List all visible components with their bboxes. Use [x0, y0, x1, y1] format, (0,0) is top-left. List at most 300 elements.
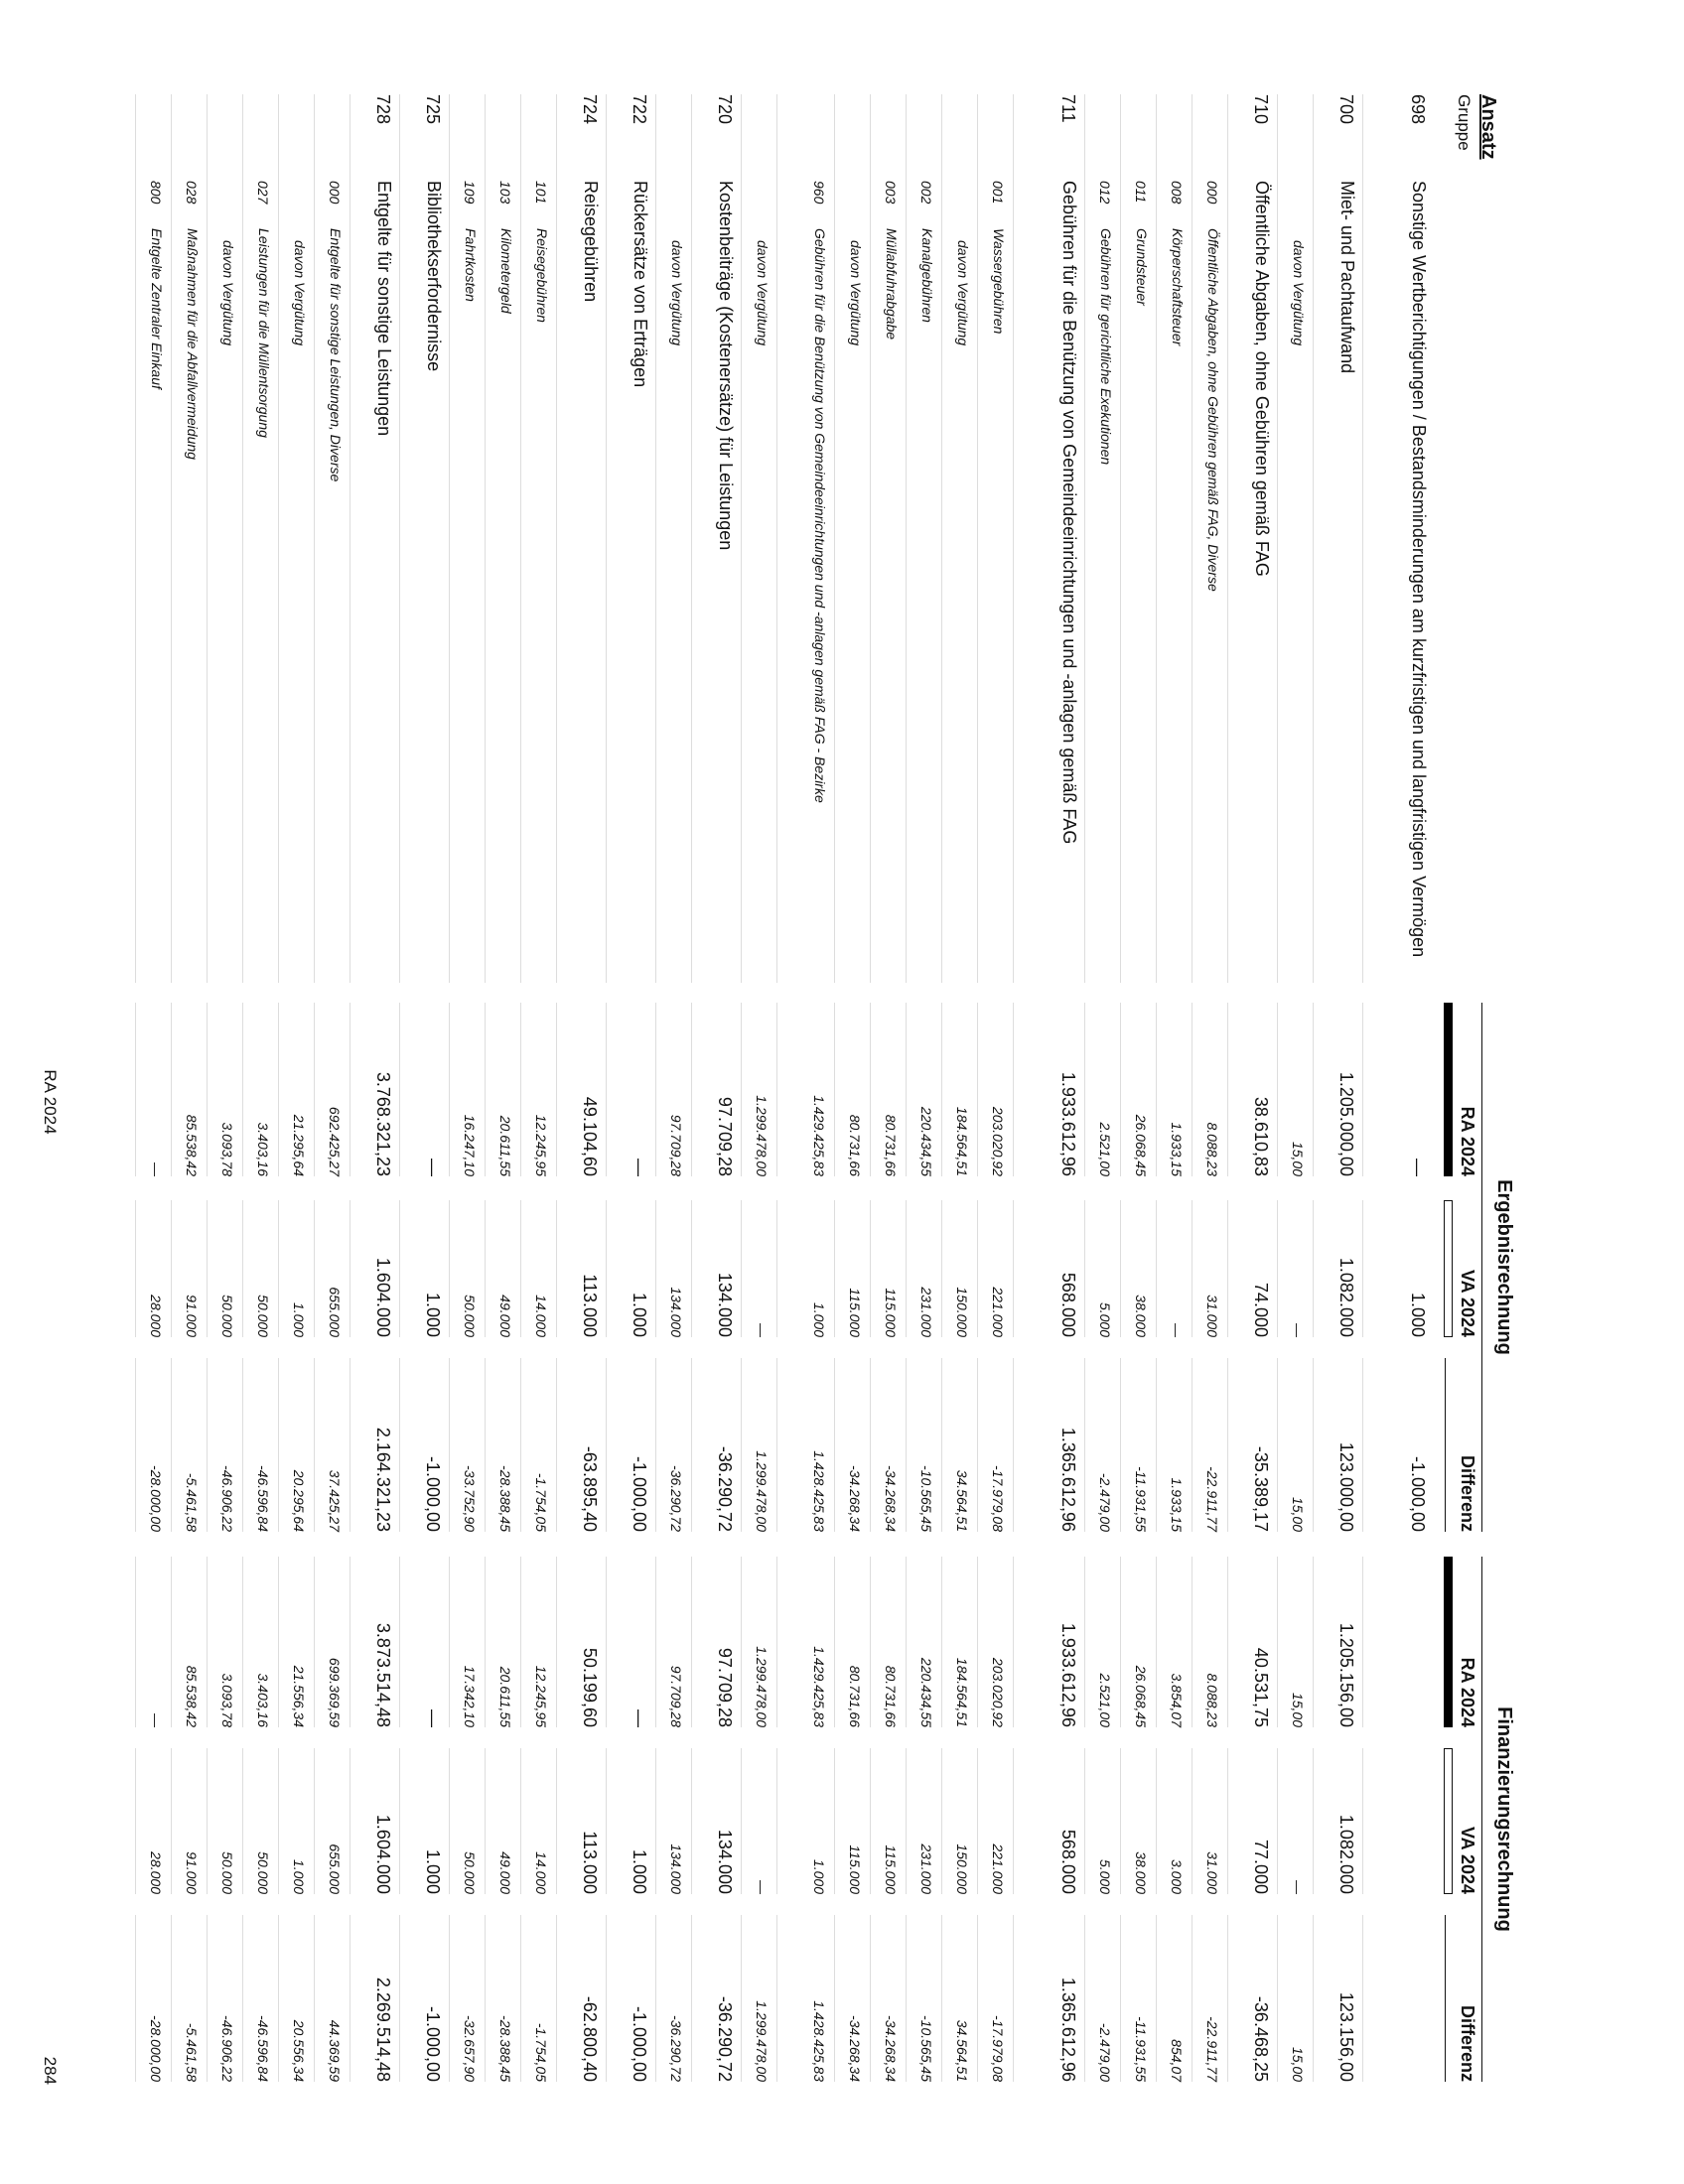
- gruppe-number: [941, 94, 977, 181]
- row-label-cell: [1156, 181, 1192, 983]
- value-erg-ra: —: [1362, 1003, 1434, 1176]
- value-erg-diff: -2.479,00: [1084, 1358, 1120, 1532]
- table-row: [314, 94, 350, 2082]
- value-fin-va: 38.000: [1120, 1748, 1156, 1894]
- table-row: [977, 94, 1013, 2082]
- col-header-fin-va: VA 2024: [1458, 1826, 1477, 1894]
- row-label: Entgelte für sonstige Leistungen: [374, 181, 394, 437]
- row-label-cell: [1313, 181, 1362, 983]
- value-fin-ra: 12.245,95: [520, 1557, 556, 1727]
- value-erg-diff: -11.931,55: [1120, 1358, 1156, 1532]
- value-fin-ra: 40.531,75: [1227, 1557, 1277, 1727]
- row-label-cell: [135, 181, 171, 983]
- value-erg-diff: -33.752,90: [449, 1358, 485, 1532]
- row-label-cell: [314, 181, 350, 983]
- table-row: [1013, 94, 1084, 2082]
- value-fin-diff: -28.000,00: [135, 1915, 171, 2082]
- value-erg-diff: -28.388,45: [485, 1358, 520, 1532]
- value-fin-va: 1.000: [399, 1748, 449, 1894]
- row-label: Rückersätze von Erträgen: [631, 181, 650, 388]
- ansatz-code: 012: [1097, 181, 1113, 205]
- value-erg-diff: -46.596,84: [242, 1358, 278, 1532]
- value-erg-diff: 2.164.321,23: [350, 1358, 399, 1532]
- gruppe-number: 711: [1013, 94, 1084, 181]
- gruppe-number: [242, 94, 278, 181]
- value-erg-ra: 203.020,92: [977, 1003, 1013, 1176]
- value-fin-va: 5.000: [1084, 1748, 1120, 1894]
- value-fin-va: 115.000: [834, 1748, 870, 1894]
- row-label: Reisegebühren: [534, 228, 550, 323]
- row-label-cell: [977, 181, 1013, 983]
- value-fin-va: 50.000: [242, 1748, 278, 1894]
- table-row: [350, 94, 399, 2082]
- row-label: Wassergebühren: [991, 228, 1007, 335]
- ansatz-code: 027: [255, 181, 271, 205]
- value-erg-ra: —: [135, 1003, 171, 1176]
- value-erg-ra: 1.933,15: [1156, 1003, 1192, 1176]
- table-row: [520, 94, 556, 2082]
- value-erg-va: 655.000: [314, 1200, 350, 1337]
- gruppe-number: [485, 94, 520, 181]
- value-erg-ra: 21.295,64: [278, 1003, 314, 1176]
- value-fin-va: —: [741, 1748, 776, 1894]
- row-label-cell: [870, 181, 906, 983]
- value-fin-diff: -36.290,72: [691, 1915, 741, 2082]
- value-erg-va: 31.000: [1192, 1200, 1227, 1337]
- gruppe-number: [776, 94, 834, 181]
- row-label: Sonstige Wertberichtigungen / Bestandsminderungen am kurzfristigen und langfristigen Vermögen: [1409, 181, 1429, 958]
- gruppe-number: 725: [399, 94, 449, 181]
- value-erg-ra: 8.088,23: [1192, 1003, 1227, 1176]
- value-fin-diff: 1.299.478,00: [741, 1915, 776, 2082]
- value-fin-diff: -28.388,45: [485, 1915, 520, 2082]
- value-erg-va: 1.000: [776, 1200, 834, 1337]
- ansatz-code: 109: [462, 181, 478, 205]
- value-erg-va: 14.000: [520, 1200, 556, 1337]
- gruppe-number: [1156, 94, 1192, 181]
- value-fin-ra: —: [399, 1557, 449, 1727]
- value-fin-va: 134.000: [691, 1748, 741, 1894]
- table-row: [1084, 94, 1120, 2082]
- value-erg-diff: 123.000,00: [1313, 1358, 1362, 1532]
- row-label-cell: [776, 181, 834, 983]
- table-row: [1277, 94, 1313, 2082]
- value-erg-diff: 15,00: [1277, 1358, 1313, 1532]
- value-fin-ra: 1.299.478,00: [741, 1557, 776, 1727]
- value-fin-va: 221.000: [977, 1748, 1013, 1894]
- value-erg-ra: 1.933.612,96: [1013, 1003, 1084, 1176]
- value-fin-ra: 3.093,78: [207, 1557, 242, 1727]
- value-fin-va: 134.000: [655, 1748, 691, 1894]
- row-label: davon Vergütung: [1291, 240, 1307, 346]
- finanzierungsrechnung-divider: [1481, 1557, 1482, 2082]
- value-erg-va: —: [1156, 1200, 1192, 1337]
- ansatz-code: 008: [1169, 181, 1185, 205]
- budget-table: [135, 94, 1434, 2082]
- row-label: davon Vergütung: [848, 240, 864, 346]
- value-erg-ra: 38.610,83: [1227, 1003, 1277, 1176]
- row-label-cell: [171, 181, 207, 983]
- value-fin-va: 1.000: [606, 1748, 655, 1894]
- col-bar-erg-diff: [1445, 1358, 1446, 1532]
- value-erg-ra: 20.611,55: [485, 1003, 520, 1176]
- row-label: Öffentliche Abgaben, ohne Gebühren gemäß FAG: [1252, 181, 1272, 577]
- gruppe-number: 710: [1227, 94, 1277, 181]
- value-fin-va: 3.000: [1156, 1748, 1192, 1894]
- gruppe-number: [834, 94, 870, 181]
- value-fin-va: 1.082.000: [1313, 1748, 1362, 1894]
- row-label-cell: [1277, 181, 1313, 983]
- value-erg-va: 221.000: [977, 1200, 1013, 1337]
- gruppe-number: [1277, 94, 1313, 181]
- row-label: Öffentliche Abgaben, ohne Gebühren gemäß FAG, Diverse: [1205, 228, 1221, 592]
- table-row: [556, 94, 606, 2082]
- col-bar-erg-ra: [1444, 1003, 1453, 1176]
- value-fin-ra: 85.538,42: [171, 1557, 207, 1727]
- value-fin-ra: 17.342,10: [449, 1557, 485, 1727]
- row-label-cell: [1084, 181, 1120, 983]
- value-erg-diff: -1.000,00: [1362, 1358, 1434, 1532]
- value-fin-diff: -11.931,55: [1120, 1915, 1156, 2082]
- table-row: [834, 94, 870, 2082]
- row-label: davon Vergütung: [955, 240, 971, 346]
- table-row: [691, 94, 741, 2082]
- col-bar-fin-diff: [1445, 1915, 1446, 2082]
- value-fin-va: 231.000: [906, 1748, 941, 1894]
- value-fin-diff: -46.596,84: [242, 1915, 278, 2082]
- value-fin-diff: 34.564,51: [941, 1915, 977, 2082]
- row-label: Kilometergeld: [498, 228, 514, 314]
- value-erg-va: 1.000: [606, 1200, 655, 1337]
- row-label: davon Vergütung: [292, 240, 308, 346]
- col-header-fin-diff: Differenz: [1458, 2004, 1477, 2082]
- value-erg-ra: 97.709,28: [655, 1003, 691, 1176]
- value-fin-diff: -36.290,72: [655, 1915, 691, 2082]
- table-row: [1227, 94, 1277, 2082]
- value-fin-va: [1362, 1748, 1434, 1894]
- value-erg-va: 1.000: [399, 1200, 449, 1337]
- table-row: [1313, 94, 1362, 2082]
- value-erg-ra: 3.768.321,23: [350, 1003, 399, 1176]
- ansatz-code: 001: [990, 181, 1006, 205]
- value-fin-diff: 1.365.612,96: [1013, 1915, 1084, 2082]
- gruppe-number: [741, 94, 776, 181]
- row-label: Gebühren für die Benützung von Gemeindeeinrichtungen und -anlagen gemäß FAG - Bezirke: [812, 228, 828, 803]
- gruppe-number: [520, 94, 556, 181]
- col-bar-fin-va: [1444, 1748, 1453, 1894]
- value-fin-diff: -36.468,25: [1227, 1915, 1277, 2082]
- table-row: [655, 94, 691, 2082]
- row-label: Entgelte Zentraler Einkauf: [149, 228, 165, 389]
- row-label: Fahrtkosten: [463, 228, 479, 302]
- ansatz-code: 000: [1204, 181, 1220, 205]
- col-bar-fin-ra: [1444, 1557, 1453, 1727]
- row-label: Reisegebühren: [581, 181, 601, 303]
- ergebnisrechnung-divider: [1481, 1003, 1482, 1532]
- value-fin-diff: 15,00: [1277, 1915, 1313, 2082]
- value-erg-diff: -17.979,08: [977, 1358, 1013, 1532]
- value-erg-ra: 12.245,95: [520, 1003, 556, 1176]
- value-fin-ra: 1.933.612,96: [1013, 1557, 1084, 1727]
- value-erg-ra: 3.093,78: [207, 1003, 242, 1176]
- table-row: [1362, 94, 1434, 2082]
- page-number: 284: [41, 2056, 60, 2085]
- value-erg-diff: -46.906,22: [207, 1358, 242, 1532]
- value-fin-va: 150.000: [941, 1748, 977, 1894]
- gruppe-number: 724: [556, 94, 606, 181]
- value-erg-diff: 1.365.612,96: [1013, 1358, 1084, 1532]
- value-erg-va: 115.000: [870, 1200, 906, 1337]
- gruppe-number: 698: [1362, 94, 1434, 181]
- value-fin-va: 50.000: [449, 1748, 485, 1894]
- value-fin-diff: -10.565,45: [906, 1915, 941, 2082]
- gruppe-number: [135, 94, 171, 181]
- row-label-cell: [556, 181, 606, 983]
- value-erg-va: 115.000: [834, 1200, 870, 1337]
- row-label-cell: [906, 181, 941, 983]
- row-label-cell: [606, 181, 655, 983]
- value-fin-va: 77.000: [1227, 1748, 1277, 1894]
- value-erg-diff: -10.565,45: [906, 1358, 941, 1532]
- value-erg-ra: 15,00: [1277, 1003, 1313, 1176]
- row-label-cell: [1013, 181, 1084, 983]
- row-label: Gebühren für gerichtliche Exekutionen: [1098, 228, 1114, 466]
- table-row: [485, 94, 520, 2082]
- gruppe-number: [171, 94, 207, 181]
- gruppe-number: [655, 94, 691, 181]
- finanzierungsrechnung-title: Finanzierungsrechnung: [1493, 1706, 1515, 1932]
- value-erg-diff: 34.564,51: [941, 1358, 977, 1532]
- value-fin-ra: 3.854,07: [1156, 1557, 1192, 1727]
- row-label: Kostenbeiträge (Kostenersätze) für Leistungen: [716, 181, 736, 551]
- value-fin-ra: 3.403,16: [242, 1557, 278, 1727]
- value-fin-diff: -32.657,90: [449, 1915, 485, 2082]
- gruppe-number: [207, 94, 242, 181]
- value-erg-ra: 2.521,00: [1084, 1003, 1120, 1176]
- row-label: Miet- und Pachtaufwand: [1337, 181, 1357, 374]
- value-fin-va: —: [1277, 1748, 1313, 1894]
- value-fin-ra: 8.088,23: [1192, 1557, 1227, 1727]
- value-fin-va: 49.000: [485, 1748, 520, 1894]
- value-fin-va: 1.000: [278, 1748, 314, 1894]
- gruppe-number: [314, 94, 350, 181]
- row-label: Grundsteuer: [1134, 228, 1150, 306]
- ansatz-code: 028: [184, 181, 200, 205]
- value-fin-va: 91.000: [171, 1748, 207, 1894]
- table-row: [741, 94, 776, 2082]
- value-erg-va: 1.082.000: [1313, 1200, 1362, 1337]
- value-erg-diff: -36.290,72: [655, 1358, 691, 1532]
- value-erg-va: 74.000: [1227, 1200, 1277, 1337]
- value-erg-ra: 16.247,10: [449, 1003, 485, 1176]
- row-label-cell: [520, 181, 556, 983]
- value-fin-ra: 15,00: [1277, 1557, 1313, 1727]
- value-erg-ra: 1.205.000,00: [1313, 1003, 1362, 1176]
- value-fin-diff: -34.268,34: [834, 1915, 870, 2082]
- table-row: [399, 94, 449, 2082]
- row-label: Maßnahmen für die Abfallvermeidung: [185, 228, 201, 460]
- ansatz-code: 103: [497, 181, 513, 205]
- value-erg-ra: 184.564,51: [941, 1003, 977, 1176]
- table-row: [449, 94, 485, 2082]
- row-label-cell: [1362, 181, 1434, 983]
- row-label: Bibliothekserfordernisse: [424, 181, 444, 372]
- ansatz-code: 002: [918, 181, 934, 205]
- gruppe-number: [906, 94, 941, 181]
- footer-label: RA 2024: [41, 1069, 60, 1135]
- value-erg-diff: -1.754,05: [520, 1358, 556, 1532]
- row-label-cell: [399, 181, 449, 983]
- value-erg-va: 1.000: [278, 1200, 314, 1337]
- value-fin-ra: 20.611,55: [485, 1557, 520, 1727]
- table-row: [870, 94, 906, 2082]
- col-header-erg-va: VA 2024: [1458, 1269, 1477, 1337]
- gruppe-number: 700: [1313, 94, 1362, 181]
- table-row: [941, 94, 977, 2082]
- value-erg-va: 38.000: [1120, 1200, 1156, 1337]
- row-label-cell: [941, 181, 977, 983]
- row-label: davon Vergütung: [669, 240, 685, 346]
- value-fin-diff: -22.911,77: [1192, 1915, 1227, 2082]
- value-fin-ra: 699.369,59: [314, 1557, 350, 1727]
- value-fin-diff: -1.000,00: [399, 1915, 449, 2082]
- value-erg-ra: 85.538,42: [171, 1003, 207, 1176]
- value-fin-ra: [1362, 1557, 1434, 1727]
- row-label-cell: [242, 181, 278, 983]
- value-fin-diff: 123.156,00: [1313, 1915, 1362, 2082]
- value-erg-va: 134.000: [691, 1200, 741, 1337]
- value-fin-diff: -1.754,05: [520, 1915, 556, 2082]
- gruppe-number: 720: [691, 94, 741, 181]
- ansatz-code: 000: [327, 181, 343, 205]
- value-fin-diff: -34.268,34: [870, 1915, 906, 2082]
- value-erg-ra: 80.731,66: [870, 1003, 906, 1176]
- table-row: [1192, 94, 1227, 2082]
- row-label-cell: [278, 181, 314, 983]
- value-erg-ra: 1.299.478,00: [741, 1003, 776, 1176]
- row-label-cell: [350, 181, 399, 983]
- value-erg-va: 134.000: [655, 1200, 691, 1337]
- value-erg-va: 1.604.000: [350, 1200, 399, 1337]
- value-fin-ra: 3.873.514,48: [350, 1557, 399, 1727]
- value-erg-diff: -36.290,72: [691, 1358, 741, 1532]
- value-erg-va: 568.000: [1013, 1200, 1084, 1337]
- value-fin-ra: 80.731,66: [834, 1557, 870, 1727]
- value-fin-ra: 97.709,28: [691, 1557, 741, 1727]
- table-row: [207, 94, 242, 2082]
- value-fin-ra: 220.434,55: [906, 1557, 941, 1727]
- col-header-erg-ra: RA 2024: [1458, 1106, 1477, 1176]
- row-label: davon Vergütung: [755, 240, 771, 346]
- row-label-cell: [741, 181, 776, 983]
- table-row: [776, 94, 834, 2082]
- value-fin-va: 1.000: [776, 1748, 834, 1894]
- ansatz-code: 003: [883, 181, 899, 205]
- col-header-erg-diff: Differenz: [1458, 1454, 1477, 1532]
- value-erg-va: 50.000: [207, 1200, 242, 1337]
- ansatz-code: 960: [811, 181, 827, 205]
- value-fin-ra: —: [606, 1557, 655, 1727]
- value-fin-diff: -62.800,40: [556, 1915, 606, 2082]
- row-label-cell: [1227, 181, 1277, 983]
- row-label-cell: [834, 181, 870, 983]
- value-fin-ra: 1.205.156,00: [1313, 1557, 1362, 1727]
- value-fin-va: 1.604.000: [350, 1748, 399, 1894]
- value-erg-va: 50.000: [242, 1200, 278, 1337]
- value-erg-va: 1.000: [1362, 1200, 1434, 1337]
- value-fin-diff: 2.269.514,48: [350, 1915, 399, 2082]
- row-label-cell: [1120, 181, 1156, 983]
- value-fin-diff: 1.428.425,83: [776, 1915, 834, 2082]
- value-erg-diff: -5.461,58: [171, 1358, 207, 1532]
- value-erg-ra: 80.731,66: [834, 1003, 870, 1176]
- row-label-cell: [449, 181, 485, 983]
- value-erg-ra: 26.068,45: [1120, 1003, 1156, 1176]
- value-fin-diff: -2.479,00: [1084, 1915, 1120, 2082]
- value-erg-va: —: [741, 1200, 776, 1337]
- value-fin-ra: 80.731,66: [870, 1557, 906, 1727]
- value-fin-diff: -5.461,58: [171, 1915, 207, 2082]
- value-fin-va: 28.000: [135, 1748, 171, 1894]
- row-label-cell: [691, 181, 741, 983]
- value-erg-va: 113.000: [556, 1200, 606, 1337]
- value-erg-va: —: [1277, 1200, 1313, 1337]
- value-erg-diff: -28.000,00: [135, 1358, 171, 1532]
- value-fin-va: 113.000: [556, 1748, 606, 1894]
- value-erg-va: 49.000: [485, 1200, 520, 1337]
- row-label-cell: [1192, 181, 1227, 983]
- value-erg-diff: -1.000,00: [606, 1358, 655, 1532]
- table-row: [135, 94, 171, 2082]
- gruppe-number: [278, 94, 314, 181]
- value-fin-ra: —: [135, 1557, 171, 1727]
- ansatz-heading: Ansatz: [1477, 94, 1499, 160]
- value-erg-ra: —: [399, 1003, 449, 1176]
- value-fin-ra: 97.709,28: [655, 1557, 691, 1727]
- value-fin-va: 115.000: [870, 1748, 906, 1894]
- value-erg-va: 231.000: [906, 1200, 941, 1337]
- value-erg-diff: 20.295,64: [278, 1358, 314, 1532]
- value-fin-diff: [1362, 1915, 1434, 2082]
- gruppe-heading: Gruppe: [1455, 94, 1474, 151]
- value-fin-diff: 854,07: [1156, 1915, 1192, 2082]
- row-label-cell: [655, 181, 691, 983]
- row-label: Kanalgebühren: [919, 228, 935, 323]
- table-row: [242, 94, 278, 2082]
- value-erg-diff: 1.299.478,00: [741, 1358, 776, 1532]
- col-header-fin-ra: RA 2024: [1458, 1657, 1477, 1727]
- value-fin-ra: 203.020,92: [977, 1557, 1013, 1727]
- table-row: [1156, 94, 1192, 2082]
- value-fin-va: 31.000: [1192, 1748, 1227, 1894]
- gruppe-number: [870, 94, 906, 181]
- row-label: davon Vergütung: [220, 240, 236, 346]
- table-row: [906, 94, 941, 2082]
- ansatz-code: 011: [1133, 181, 1149, 204]
- ergebnisrechnung-title: Ergebnisrechnung: [1493, 1179, 1515, 1355]
- value-erg-diff: 37.425,27: [314, 1358, 350, 1532]
- value-erg-va: 5.000: [1084, 1200, 1120, 1337]
- value-fin-ra: 2.521,00: [1084, 1557, 1120, 1727]
- ansatz-code: 101: [533, 181, 549, 205]
- gruppe-number: [1120, 94, 1156, 181]
- value-fin-ra: 184.564,51: [941, 1557, 977, 1727]
- value-erg-diff: 1.428.425,83: [776, 1358, 834, 1532]
- value-erg-ra: 1.429.425,83: [776, 1003, 834, 1176]
- value-fin-ra: 1.429.425,83: [776, 1557, 834, 1727]
- ansatz-code: 800: [148, 181, 164, 205]
- row-label-cell: [485, 181, 520, 983]
